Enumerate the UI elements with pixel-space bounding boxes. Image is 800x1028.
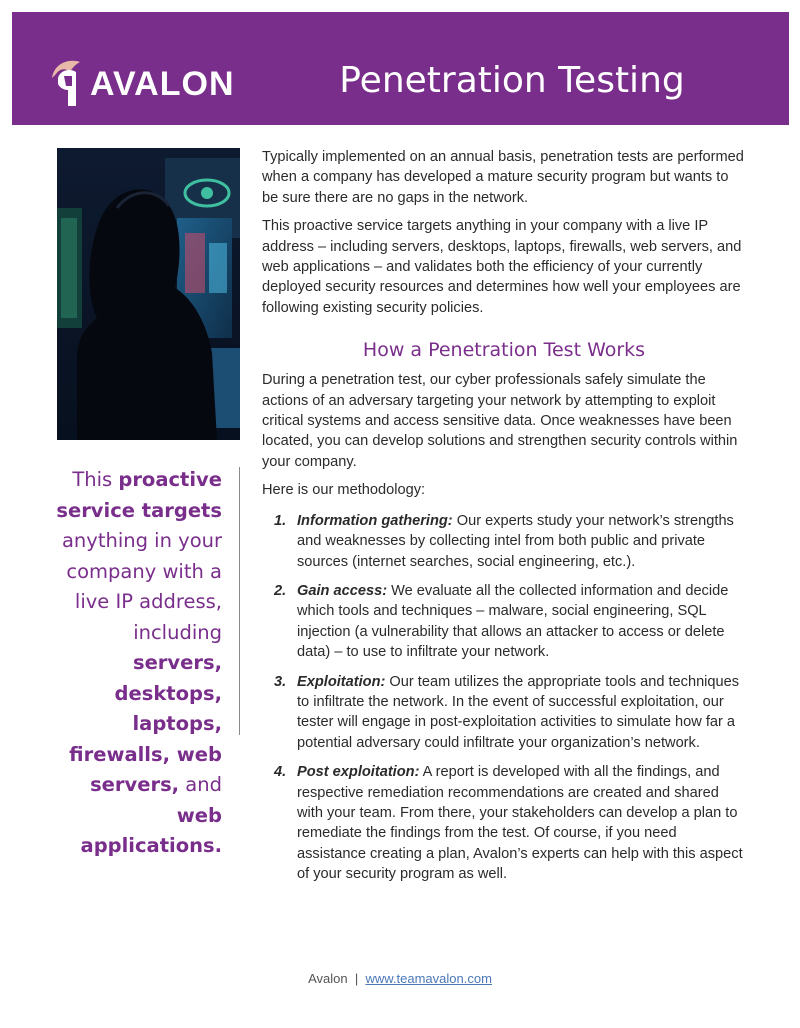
footer-separator: |: [354, 971, 359, 986]
step-term: Gain access:: [297, 582, 388, 599]
header-banner: [12, 12, 789, 125]
photo-illustration: [57, 148, 240, 440]
methodology-list: [262, 511, 746, 885]
pull-quote-emphasis: servers, desktops, laptops, firewalls, web servers,: [69, 651, 222, 796]
section-intro-paragraph: During a penetration test, our cyber professionals safely simulate the actions of an adversary targeting your network by attempting to exploit critical systems and access sensitive data. Once weaknesses have been located, you can develop solutions and strengthen security controls within your company.: [262, 372, 738, 470]
step-number: 1.: [274, 512, 287, 529]
intro-paragraph: This proactive service targets anything in your company with a live IP address – including servers, desktops, laptops, firewalls, web servers, and web applications – and validates both the efficiency of your currently deployed security resources and determines how well your employees are following existing security policies.: [262, 218, 742, 316]
step-number: 3.: [274, 673, 287, 690]
pull-quote-emphasis: proactive service targets: [56, 468, 222, 522]
step-text: Our team utilizes the appropriate tools and techniques to infiltrate the network. In the event of successful exploitation, our tester will engage in post-exploitation activities to simulate how far a potential adversary could infiltrate your organization’s network.: [297, 673, 740, 751]
methodology-step: [262, 511, 746, 572]
step-term: Information gathering:: [297, 512, 453, 529]
step-text: We evaluate all the collected information and decide which tools and techniques – malware, social engineering, SQL injection (a vulnerability that allows an attacker to access or delete data) – to use to infiltrate your network.: [297, 582, 729, 661]
page-title: Penetration Testing: [339, 60, 685, 101]
step-text: A report is developed with all the findings, and respective remediation recommendations are created and shared with your team. From there, your stakeholders can develop a plan to remediate the findings from the test. Of course, if you need assistance creating a plan, Avalon’s experts can help with this aspect of your security program as well.: [297, 764, 743, 883]
step-term: Post exploitation:: [297, 764, 420, 781]
avalon-logo: [46, 52, 246, 112]
pull-quote-part: This: [72, 468, 119, 491]
pull-quote-emphasis: web applications.: [80, 803, 222, 857]
section-heading: How a Penetration Test Works: [362, 339, 646, 362]
step-number: 2.: [274, 582, 287, 599]
pull-quote-divider: [239, 467, 240, 735]
methodology-step: [262, 762, 746, 884]
analyst-at-monitors-image: [57, 148, 240, 440]
pull-quote-part: anything in your company with a live IP address, including: [61, 529, 222, 644]
website-link[interactable]: www.teamavalon.com: [365, 971, 492, 986]
spartan-helmet-icon: [46, 56, 96, 108]
step-text: Our experts study your network’s strengths and weaknesses by collecting intel from both public and private sources (internet searches, social engineering, etc.).: [297, 512, 734, 570]
step-number: 4.: [274, 764, 287, 781]
methodology-step: [262, 581, 746, 663]
brand-wordmark: AVALON: [90, 65, 235, 103]
step-term: Exploitation:: [297, 673, 386, 690]
footer: [0, 969, 800, 989]
methodology-lead: Here is our methodology:: [262, 482, 426, 499]
methodology-step: [262, 672, 746, 754]
pull-quote-part: and: [179, 773, 222, 796]
intro-paragraph: Typically implemented on an annual basis, penetration tests are performed when a company has developed a mature security program but wants to be sure there are no gaps in the network.: [262, 149, 744, 206]
main-content: [262, 147, 746, 894]
footer-company: Avalon: [308, 971, 348, 986]
pull-quote: [40, 465, 222, 862]
